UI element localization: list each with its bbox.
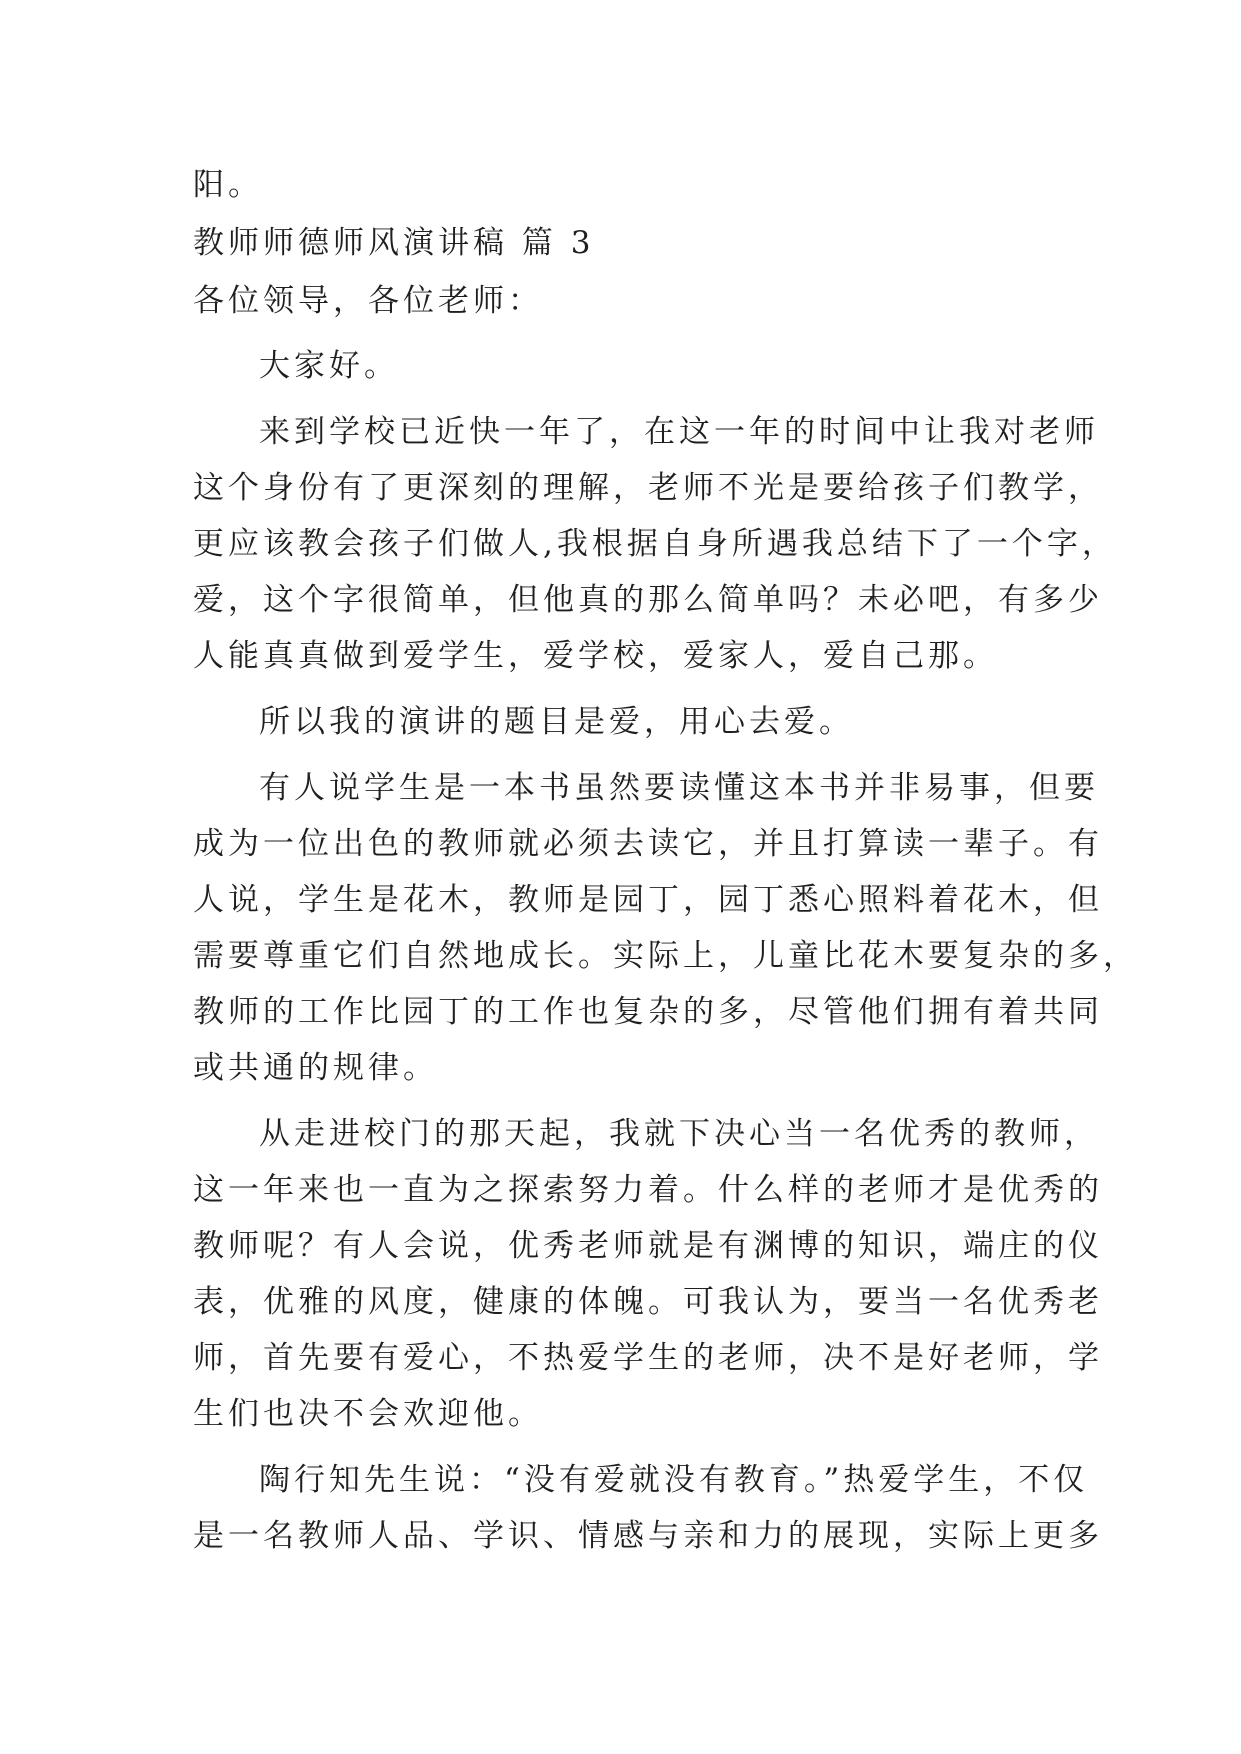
paragraph-line: 爱，这个字很简单，但他真的那么简单吗？未必吧，有多少 xyxy=(193,582,1103,618)
paragraph-line: 成为一位出色的教师就必须去读它，并且打算读一辈子。有 xyxy=(193,826,1103,862)
document-body xyxy=(193,158,1138,1564)
paragraph-line: 这一年来也一直为之探索努力着。什么样的老师才是优秀的 xyxy=(193,1172,1103,1208)
paragraph-line: 来到学校已近快一年了，在这一年的时间中让我对老师 xyxy=(259,414,1099,450)
paragraph-line: 生们也决不会欢迎他。 xyxy=(193,1396,543,1432)
paragraph-line: 需要尊重它们自然地成长。实际上，儿童比花木要复杂的多， xyxy=(193,938,1138,974)
paragraph-line: 或共通的规律。 xyxy=(193,1050,438,1086)
section-heading: 教师师德师风演讲稿 篇 3 xyxy=(193,225,595,261)
paragraph-line: 这个身份有了更深刻的理解，老师不光是要给孩子们教学， xyxy=(193,470,1103,506)
paragraph-line: 有人说学生是一本书虽然要读懂这本书并非易事，但要 xyxy=(259,770,1099,806)
paragraph-line: 所以我的演讲的题目是爱，用心去爱。 xyxy=(259,704,854,740)
salutation: 各位领导，各位老师： xyxy=(193,283,543,319)
paragraph-line: 从走进校门的那天起，我就下决心当一名优秀的教师， xyxy=(259,1116,1099,1152)
paragraph-line: 教师的工作比园丁的工作也复杂的多，尽管他们拥有着共同 xyxy=(193,994,1103,1030)
paragraph-line: 是一名教师人品、学识、情感与亲和力的展现，实际上更多 xyxy=(193,1518,1103,1554)
paragraph-line: 表，优雅的风度，健康的体魄。可我认为，要当一名优秀老 xyxy=(193,1284,1103,1320)
paragraph-line: 更应该教会孩子们做人,我根据自身所遇我总结下了一个字， xyxy=(193,526,1117,562)
paragraph-line: 教师呢？有人会说，优秀老师就是有渊博的知识，端庄的仪 xyxy=(193,1228,1103,1264)
text-line: 阳。 xyxy=(193,167,263,203)
paragraph-line: 陶行知先生说：“没有爱就没有教育。”热爱学生，不仅 xyxy=(259,1462,1089,1498)
paragraph-line: 人能真真做到爱学生，爱学校，爱家人，爱自己那。 xyxy=(193,638,998,674)
paragraph-line: 人说，学生是花木，教师是园丁，园丁悉心照料着花木，但 xyxy=(193,882,1103,918)
greeting: 大家好。 xyxy=(259,348,399,384)
paragraph-line: 师，首先要有爱心，不热爱学生的老师，决不是好老师，学 xyxy=(193,1340,1103,1376)
